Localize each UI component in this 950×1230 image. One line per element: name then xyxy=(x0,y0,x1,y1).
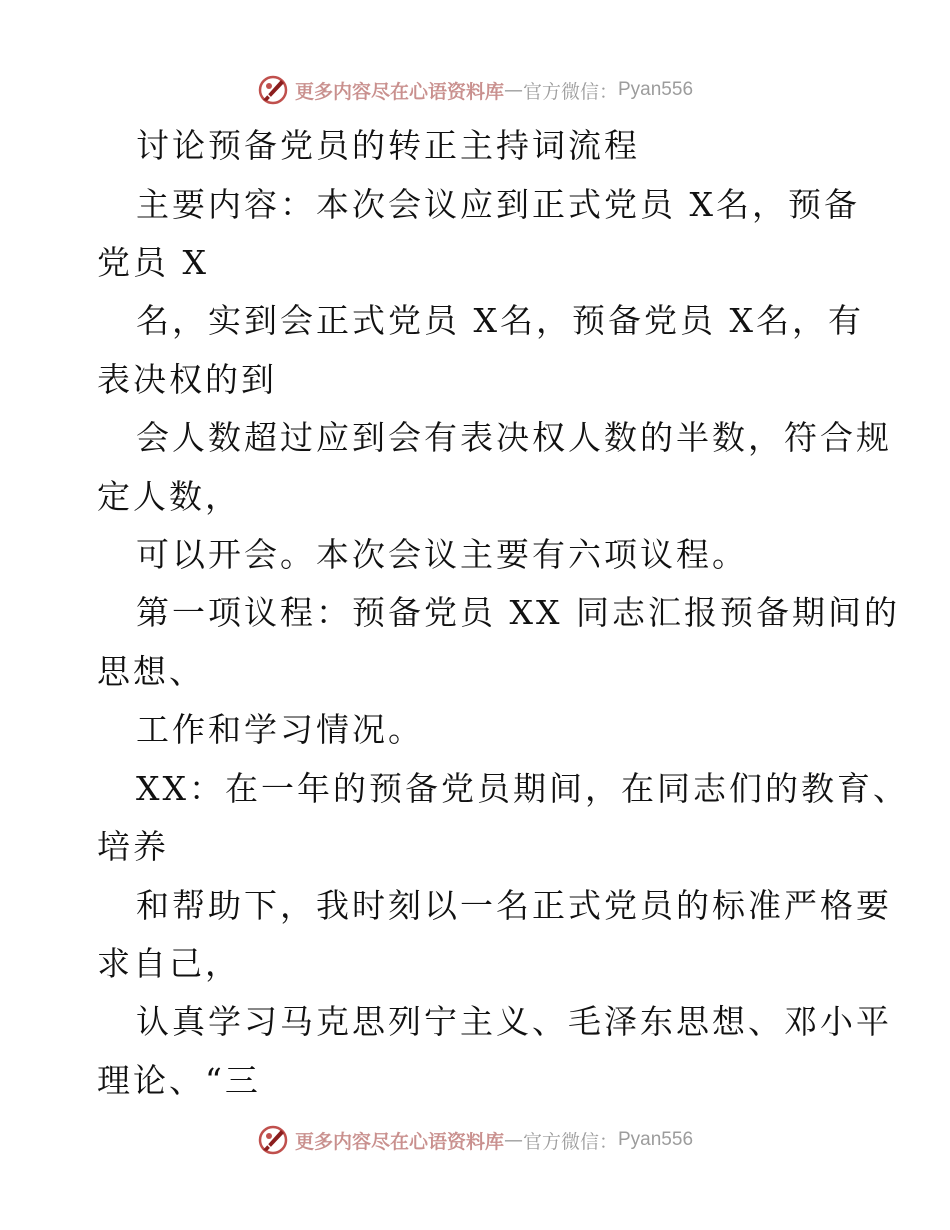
text-line: 主要内容：本次会议应到正式党员 X名，预备 xyxy=(136,185,860,224)
watermark-site-text: 更多内容尽在心语资料库 xyxy=(294,80,504,103)
document-title: 讨论预备党员的转正主持词流程 xyxy=(136,126,640,165)
text-line: 理论、“三 xyxy=(97,1061,261,1100)
watermark-contact-label: 官方微信： xyxy=(522,80,618,103)
text-line: 第一项议程：预备党员 XX 同志汇报预备期间的 xyxy=(136,593,900,632)
quill-seal-icon xyxy=(257,74,289,106)
watermark-site-text: 更多内容尽在心语资料库 xyxy=(294,1130,504,1153)
text-line: 工作和学习情况。 xyxy=(136,710,424,749)
text-line: 会人数超过应到会有表决权人数的半数，符合规 xyxy=(136,418,892,457)
text-line: 党员 X xyxy=(97,243,209,282)
text-line: 认真学习马克思列宁主义、毛泽东思想、邓小平 xyxy=(136,1002,892,1041)
text-line: 可以开会。本次会议主要有六项议程。 xyxy=(136,535,748,574)
text-line: XX：在一年的预备党员期间，在同志们的教育、 xyxy=(136,769,909,808)
watermark-contact-id: Pyan556 xyxy=(618,79,694,100)
watermark-separator: — xyxy=(503,79,523,101)
text-line: 名，实到会正式党员 X名，预备党员 X名，有 xyxy=(136,301,864,340)
header-watermark xyxy=(0,70,950,110)
watermark-contact-label: 官方微信： xyxy=(522,1130,618,1153)
text-line: 和帮助下，我时刻以一名正式党员的标准严格要 xyxy=(136,886,892,925)
watermark-contact-id: Pyan556 xyxy=(618,1129,694,1150)
text-line: 思想、 xyxy=(97,652,205,691)
text-line: 表决权的到 xyxy=(97,360,277,399)
footer-watermark xyxy=(0,1120,950,1160)
text-line: 定人数， xyxy=(97,477,241,516)
quill-seal-icon xyxy=(257,1124,289,1156)
text-line: 培养 xyxy=(97,827,169,866)
text-line: 求自己， xyxy=(97,944,241,983)
watermark-separator: — xyxy=(503,1129,523,1151)
